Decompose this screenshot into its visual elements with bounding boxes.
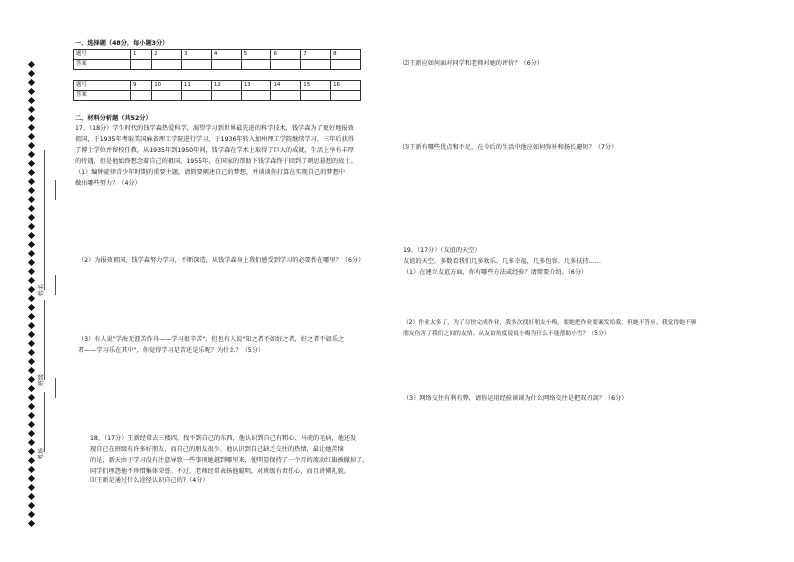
- q19-part2: [403, 318, 697, 340]
- answer-cell[interactable]: [331, 60, 361, 70]
- name-field-line[interactable]: [44, 150, 45, 290]
- binding-dot: [28, 187, 35, 194]
- q17-part3-line: （3）有人说"学海无涯苦作舟——学习很辛苦"，但也有人说"知之者不如好之者，好之者不如乐之: [78, 336, 345, 343]
- binding-dot: [28, 223, 35, 230]
- answer-cell[interactable]: [241, 60, 271, 70]
- answer-cell[interactable]: [301, 91, 331, 101]
- answer-cell[interactable]: [331, 91, 361, 101]
- binding-dot: [28, 133, 35, 140]
- answer-cell[interactable]: [211, 91, 241, 101]
- answer-cell[interactable]: [271, 91, 301, 101]
- q17-line: 了博士学位并留校任教，从1935年到1950年间，钱学森在学术上取得了巨大的成就，生活上享有丰厚: [75, 147, 354, 154]
- q18-part1: ⑴王新是通过什么途径认识自己的?（4分）: [90, 477, 209, 484]
- binding-dot: [28, 511, 35, 518]
- binding-dot: [28, 430, 35, 437]
- q18-line: 现自己在班级有许多好朋友，而自己的朋友很少，他认识到自己缺乏交往的热情，最让她苦恼: [90, 446, 344, 453]
- binding-dot: [28, 340, 35, 347]
- grid-cell: 4: [211, 50, 241, 60]
- grid-cell: 2: [152, 50, 182, 60]
- q18-part2: ⑵王新应如何面对同学和老师对她的评价？（6分）: [403, 60, 544, 67]
- name-label: 姓名: [38, 283, 45, 296]
- exam-room-label: 考场: [38, 447, 45, 460]
- binding-dot: [28, 169, 35, 176]
- q19-part2-line: 朋友伤害了我们之间的友情。从友谊角度说说小梅为什么不能帮助小雪？（5分）: [403, 331, 610, 337]
- question-17: [75, 123, 357, 189]
- binding-dot: [28, 196, 35, 203]
- q18-line: 18、（17分）王新经常去三楼四，找不到自己的东西，他认识到自己有粗心、马虎的毛病，他还发: [90, 435, 357, 442]
- grid-cell: 10: [152, 81, 182, 91]
- binding-dot: [28, 106, 35, 113]
- q19-part3: （3）网络交往有利有弊，请你运用经验谈谈为什么网络交往是把双刃剑？（6分）: [403, 395, 628, 402]
- grid-row-question-numbers: [74, 81, 361, 91]
- binding-dot: [28, 241, 35, 248]
- binding-dot: [28, 394, 35, 401]
- answer-cell[interactable]: [131, 60, 152, 70]
- binding-dot: [28, 304, 35, 311]
- binding-dot: [28, 457, 35, 464]
- seal-mark: [55, 180, 56, 200]
- grid-row-answers: [74, 60, 361, 70]
- binding-dot: [28, 70, 35, 77]
- seal-mark: [55, 378, 56, 398]
- grid-cell: 6: [271, 50, 301, 60]
- answer-cell[interactable]: [182, 91, 212, 101]
- class-field-line[interactable]: [44, 300, 45, 380]
- answer-cell[interactable]: [301, 60, 331, 70]
- grid-cell: 8: [331, 50, 361, 60]
- grid-cell: 9: [131, 81, 152, 91]
- q17-line: 祖国，于1935年考取美国麻省理工学院进行学习，于1936年转入加州理工学院继续学习，三年后获得: [75, 136, 354, 143]
- question-18: [90, 433, 368, 477]
- answer-cell[interactable]: [241, 91, 271, 101]
- binding-dot: [28, 160, 35, 167]
- binding-dot: [28, 349, 35, 356]
- binding-dot: [28, 151, 35, 158]
- binding-dot: [28, 385, 35, 392]
- q19-part1: （1）在建立友谊方面，你有哪些方法或经验？请简要介绍。（6分）: [403, 269, 588, 276]
- binding-dot: [28, 268, 35, 275]
- grid-cell: 5: [241, 50, 271, 60]
- grid-row-answers: [74, 91, 361, 101]
- binding-dot: [28, 403, 35, 410]
- grid-cell: 7: [301, 50, 331, 60]
- binding-dot: [28, 322, 35, 329]
- q17-part3: [78, 334, 344, 356]
- q17-part3-line: 者——学习乐在其中"，你觉得学习是苦还是乐呢？为什么？（5分）: [78, 347, 265, 354]
- q19-title: 19、（17分）（友谊的天空）: [403, 247, 481, 254]
- binding-dot: [28, 376, 35, 383]
- answer-cell[interactable]: [211, 60, 241, 70]
- binding-dot: [28, 214, 35, 221]
- binding-dot: [28, 475, 35, 482]
- binding-dot: [28, 124, 35, 131]
- binding-dot: [28, 295, 35, 302]
- answer-cell[interactable]: [182, 60, 212, 70]
- binding-dot: [28, 466, 35, 473]
- binding-dot: [28, 232, 35, 239]
- binding-dot: [28, 439, 35, 446]
- binding-dot: [28, 277, 35, 284]
- binding-dot: [28, 259, 35, 266]
- binding-dot: [28, 115, 35, 122]
- question-19: [403, 245, 601, 278]
- q17-line: 的待遇，但是他始终想念着自己的祖国，1955年，在国家的帮助下钱学森终于回到了朝思暮想的故土。: [75, 158, 357, 165]
- grid-cell: 答案: [74, 60, 131, 70]
- grid-cell: 14: [271, 81, 301, 91]
- binding-dot: [28, 502, 35, 509]
- binding-dot: [28, 493, 35, 500]
- binding-dot: [28, 484, 35, 491]
- grid-spacer: [74, 70, 361, 81]
- grid-cell: 12: [211, 81, 241, 91]
- binding-dot: [28, 520, 35, 527]
- answer-cell[interactable]: [131, 91, 152, 101]
- binding-dot: [28, 367, 35, 374]
- answer-cell[interactable]: [152, 60, 182, 70]
- section2-title: 二、材料分析题（共52分）: [75, 115, 152, 122]
- binding-dot: [28, 61, 35, 68]
- q19-part2-line: （2）作业太多了，为了尽快完成作业，我多次找好朋友小梅，要她把作业要案发给我，但她不答应。我觉得她不够: [403, 320, 697, 326]
- q17-line: 17、（18分）学生时代的钱学森热爱科学，渴望学习到世界最先进的科学技术，钱学森为了更好地报效: [75, 125, 354, 132]
- class-label: 班级: [38, 373, 45, 386]
- binding-dot: [28, 205, 35, 212]
- q17-part2: （2）为报效祖国，钱学森努力学习，不断深造，从钱学森身上我们感受到学习的必要性在哪里？（6分）: [78, 257, 365, 264]
- grid-cell: 3: [182, 50, 212, 60]
- binding-dot-column: [29, 62, 37, 534]
- grid-cell: 题号: [74, 50, 131, 60]
- answer-grid-1: [73, 49, 361, 101]
- grid-cell: 题号: [74, 81, 131, 91]
- binding-dot: [28, 331, 35, 338]
- q17-line: 做出哪些努力？（4分）: [75, 180, 141, 187]
- grid-cell: 15: [301, 81, 331, 91]
- binding-dot: [28, 88, 35, 95]
- grid-row-question-numbers: [74, 50, 361, 60]
- q18-line: 的是，新天由于学习没有注意导致一些事项她越到哪里来，使明显保持了一个月的流动红旗被撤掉了，: [90, 457, 369, 464]
- answer-cell[interactable]: [152, 91, 182, 101]
- binding-dot: [28, 79, 35, 86]
- grid-cell: 16: [331, 81, 361, 91]
- section1-title: 一、选择题（48分，每小题3分）: [75, 40, 169, 47]
- seal-mark: [55, 275, 56, 295]
- binding-dot: [28, 358, 35, 365]
- binding-dot: [28, 313, 35, 320]
- binding-dot: [28, 412, 35, 419]
- q19-intro: 友谊的天空，多数看我们几多欢乐、几多幸福，几多包容、几多扶持……: [403, 258, 601, 265]
- binding-dot: [28, 142, 35, 149]
- answer-cell[interactable]: [271, 60, 301, 70]
- binding-dot: [28, 97, 35, 104]
- grid-cell: 13: [241, 81, 271, 91]
- binding-dot: [28, 286, 35, 293]
- grid-cell: 11: [182, 81, 212, 91]
- binding-dot: [28, 250, 35, 257]
- q17-line: （1）编钟旋律青少年时期的重要主题，请简要阐述自己的梦想，并谈谈你打算在实现自己的梦想中: [75, 169, 345, 176]
- binding-dot: [28, 448, 35, 455]
- binding-dot: [28, 421, 35, 428]
- q18-line: 同学们埋怨他不珍惜集体荣誉。不过，老师经常表扬他聪明，对班级有责任心，而且讲懂礼貌。: [90, 468, 350, 475]
- q18-part3: ⑶王新有哪些优点和不足，在今后的生活中他应如何弥补和扬长避短？（7分）: [403, 144, 618, 151]
- grid-cell: 答案: [74, 91, 131, 101]
- binding-dot: [28, 178, 35, 185]
- exam-room-field-line[interactable]: [44, 392, 45, 452]
- grid-cell: 1: [131, 50, 152, 60]
- grid-row-spacer: [74, 70, 361, 81]
